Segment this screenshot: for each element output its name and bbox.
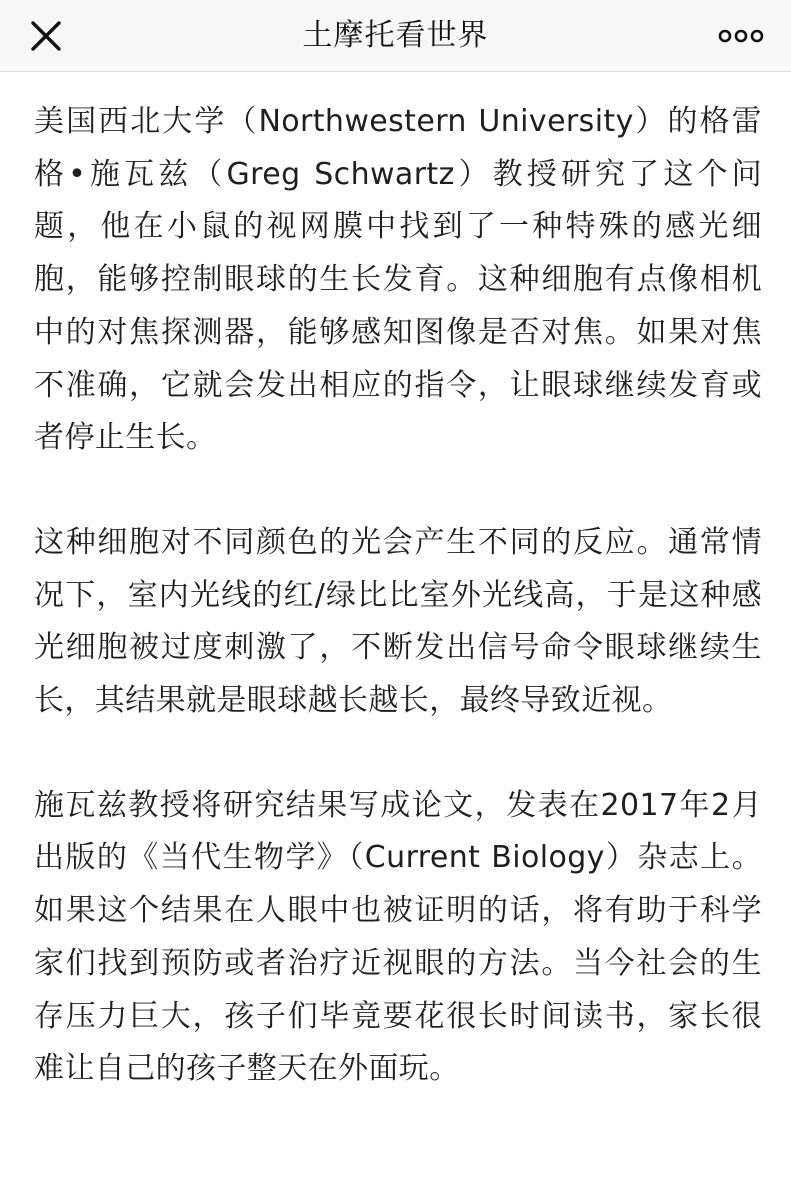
article-paragraph: 美国西北大学（Northwestern University）的格雷格•施瓦兹（Greg Schwartz）教授研究了这个问题，他在小鼠的视网膜中找到了一种特殊的感光细胞，能够控制眼球的生长发育。这种细胞有点像相机中的对焦探测器，能够感知图像是否对焦。如果对焦不准确，它就会发出相应的指令，让眼球继续发育或者停止生长。 — [34, 104, 762, 456]
article-body — [34, 96, 762, 1096]
article-paragraph: 施瓦兹教授将研究结果写成论文，发表在2017年2月出版的《当代生物学》（Current Biology）杂志上。如果这个结果在人眼中也被证明的话，将有助于科学家们找到预防或者治疗近视眼的方法。当今社会的生存压力巨大，孩子们毕竟要花很长时间读书，家长很难让自己的孩子整天在外面玩。 — [34, 787, 762, 1087]
page-title: 土摩托看世界 — [302, 18, 489, 53]
more-dots-icon[interactable] — [717, 24, 765, 48]
article-paragraph: 这种细胞对不同颜色的光会产生不同的反应。通常情况下，室内光线的红/绿比比室外光线高，于是这种感光细胞被过度刺激了，不断发出信号命令眼球继续生长，其结果就是眼球越长越长，最终导致近视。 — [34, 524, 762, 719]
top-navigation-bar — [0, 0, 791, 72]
close-icon[interactable] — [24, 14, 68, 58]
